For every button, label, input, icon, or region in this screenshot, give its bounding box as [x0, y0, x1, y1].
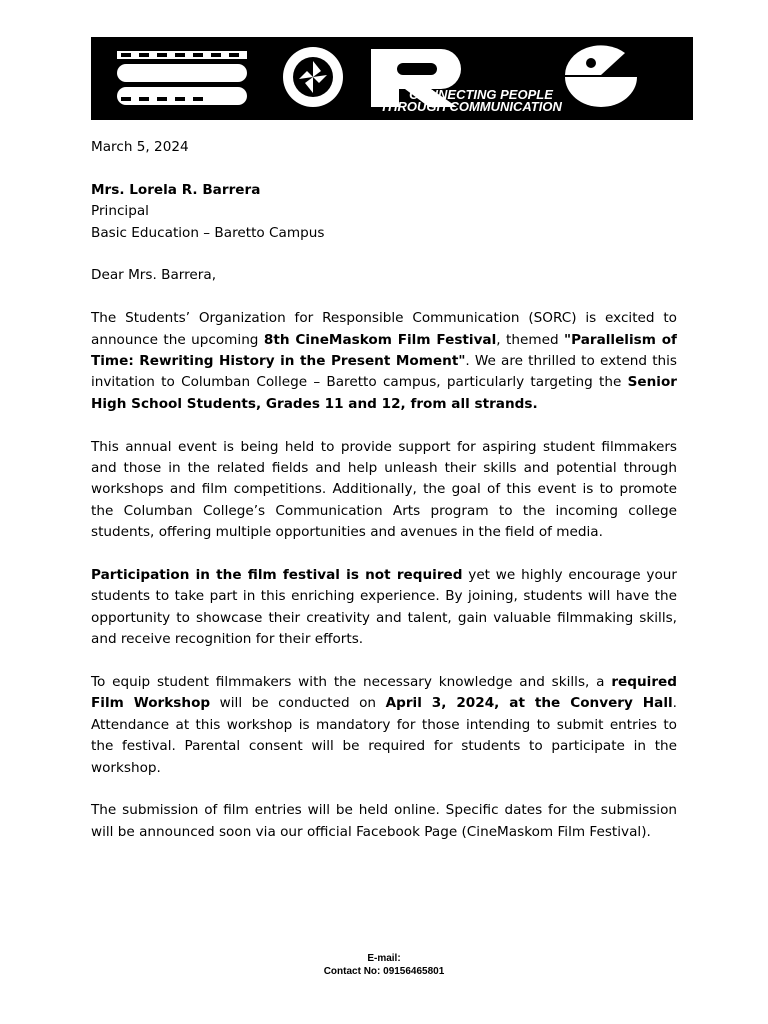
paragraph-participation: Participation in the film festival is not required yet we highly encourage your students to take part in this enriching experience. By joining, students will have the opportunity to showcase their creativity and talent, gain valuable filmmaking skills, and receive recognition for their efforts. — [91, 567, 677, 648]
paragraph-submission: The submission of film entries will be held online. Specific dates for the submission will be announced soon via our official Facebook Page (CineMaskom Film Festival). — [91, 802, 677, 840]
recipient-name: Mrs. Lorela R. Barrera — [91, 181, 261, 198]
footer-email: E-mail: — [367, 953, 401, 964]
recipient-title: Principal — [91, 203, 149, 220]
footer-contact: Contact No: 09156465801 — [323, 966, 445, 977]
page-footer — [0, 952, 768, 978]
logo-tagline-line1: CONNECTING PEOPLE — [409, 87, 553, 102]
letter-body — [91, 137, 677, 843]
logo-tagline-line2: THROUGH COMMUNICATION — [380, 99, 562, 114]
paragraph-announcement: The Students’ Organization for Responsible Communication (SORC) is excited to announce the upcoming 8th CineMaskom Film Festival, themed "Parallelism of Time: Rewriting History in the Present Moment". We are thrilled to extend this invitation to Columban College – Baretto campus, particularly targeting the Senior High School Students, Grades 11 and 12, from all strands. — [91, 310, 677, 412]
paragraph-workshop: To equip student filmmakers with the necessary knowledge and skills, a required Film Workshop will be conducted on April 3, 2024, at the Convery Hall. Attendance at this workshop is mandatory for those intending to submit entries to the festival. Parental consent will be required for students to participate in the workshop. — [91, 674, 677, 776]
recipient-department: Basic Education – Baretto Campus — [91, 224, 325, 241]
salutation: Dear Mrs. Barrera, — [91, 267, 217, 284]
paragraph-purpose: This annual event is being held to provide support for aspiring student filmmakers and those in the related fields and help unleash their skills and potential through workshops and film competitions. Additionally, the goal of this event is to promote the Columban College’s Communication Arts program to the incoming college students, offering multiple opportunities and avenues in the field of media. — [91, 438, 677, 541]
sorc-logo-image — [91, 37, 693, 120]
sorc-logo-banner — [91, 37, 693, 120]
letter-date: March 5, 2024 — [91, 139, 189, 155]
